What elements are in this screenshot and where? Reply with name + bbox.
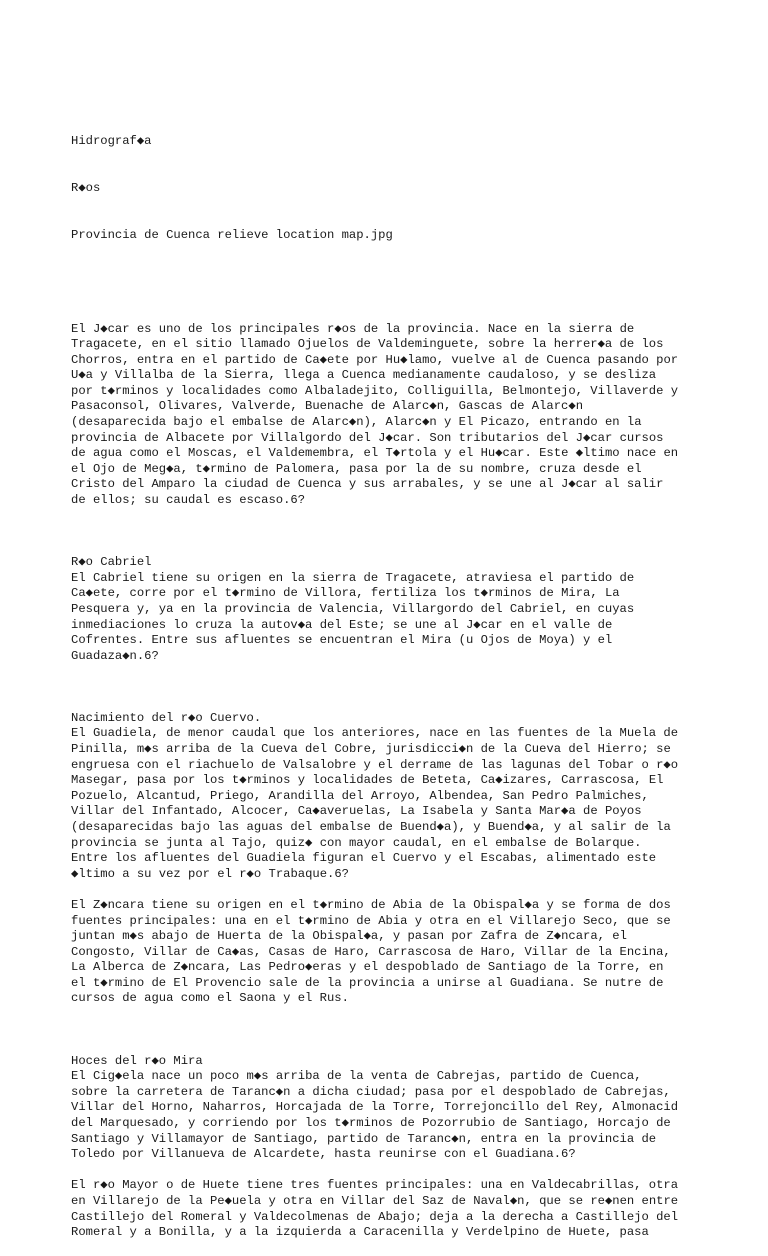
text-line: Santiago y Villamayor de Santiago, partido de Taranc◆n, entra en la provincia de <box>71 1131 657 1146</box>
paragraph-cabriel <box>71 555 711 664</box>
document-page <box>71 72 711 1256</box>
text-line: El Cig◆ela nace un poco m◆s arriba de la venta de Cabrejas, partido de Cuenca, <box>71 1069 642 1084</box>
text-line: Castillejo del Romeral y Valdecolmenas de Abajo; deja a la derecha a Castillejo del <box>71 1209 679 1224</box>
text-line: engruesa con el riachuelo de Valsalobre y el derrame de las lagunas del Tobar o r◆o <box>71 757 679 772</box>
text-line: El Guadiela, de menor caudal que los anteriores, nace en las fuentes de la Muela de <box>71 726 679 741</box>
image-caption: Provincia de Cuenca relieve location map.jpg <box>71 227 393 242</box>
text-line: Toledo por Villanueva de Alcardete, hasta reunirse con el Guadiana.6? <box>71 1147 576 1162</box>
text-line: U◆a y Villalba de la Sierra, llega a Cuenca medianamente caudaloso, y se desliza <box>71 368 657 383</box>
text-line: sobre la carretera de Taranc◆n a dicha ciudad; pasa por el despoblado de Cabrejas, <box>71 1084 671 1099</box>
section-subtitle: R◆os <box>71 181 101 196</box>
text-line: Villar del Infantado, Alcocer, Ca◆averuelas, La Isabela y Santa Mar◆a de Poyos <box>71 804 642 819</box>
text-line: Nacimiento del r◆o Cuervo. <box>71 710 262 725</box>
text-line: Chorros, entra en el partido de Ca◆ete por Hu◆lamo, vuelve al de Cuenca pasando por <box>71 352 679 367</box>
text-line: ◆ltimo a su vez por el r◆o Trabaque.6? <box>71 866 349 881</box>
text-line: Pozuelo, Alcantud, Priego, Arandilla del Arroyo, Albendea, San Pedro Palmiches, <box>71 788 649 803</box>
paragraph-guadiela <box>71 711 711 883</box>
section-title: Hidrograf◆a <box>71 134 152 149</box>
text-line: por t◆rminos y localidades como Albaladejito, Colliguilla, Belmontejo, Villaverde y <box>71 383 679 398</box>
text-line: el t◆rmino de El Provencio sale de la provincia a unirse al Guadiana. Se nutre de <box>71 975 664 990</box>
text-line: Tragacete, en el sitio llamado Ojuelos de Valdeminguete, sobre la herrer◆a de los <box>71 337 664 352</box>
text-line: El J◆car es uno de los principales r◆os de la provincia. Nace en la sierra de <box>71 321 635 336</box>
text-line: provincia de Albacete por Villalgordo del J◆car. Son tributarios del J◆car cursos <box>71 430 664 445</box>
paragraph-jucar <box>71 322 711 509</box>
text-line: juntan m◆s abajo de Huerta de la Obispal◆a, y pasan por Zafra de Z◆ncara, el <box>71 929 627 944</box>
text-line: Congosto, Villar de Ca◆as, Casas de Haro, Carrascosa de Haro, Villar de la Encina, <box>71 944 671 959</box>
text-line: en Villarejo de la Pe◆uela y otra en Villar del Saz de Naval◆n, que se re◆nen entre <box>71 1193 679 1208</box>
text-line: Guadaza◆n.6? <box>71 648 159 663</box>
text-line: Romeral y a Bonilla, y a la izquierda a Caracenilla y Verdelpino de Huete, pasa <box>71 1225 649 1240</box>
text-line: inmediaciones lo cruza la autov◆a del Este; se une al J◆car en el valle de <box>71 617 613 632</box>
text-line: (desaparecidas bajo las aguas del embalse de Buend◆a), y Buend◆a, y al salir de la <box>71 819 671 834</box>
paragraph-zancara <box>71 898 711 1007</box>
text-line: El r◆o Mayor o de Huete tiene tres fuentes principales: una en Valdecabrillas, otra <box>71 1178 679 1193</box>
text-line: (desaparecida bajo el embalse de Alarc◆n), Alarc◆n y El Picazo, entrando en la <box>71 415 642 430</box>
paragraph-spacer <box>71 1007 711 1054</box>
text-line: El Z◆ncara tiene su origen en el t◆rmino de Abia de la Obispal◆a y se forma de dos <box>71 897 671 912</box>
text-line: fuentes principales: una en el t◆rmino de Abia y otra en el Villarejo Seco, que se <box>71 913 671 928</box>
document-body <box>71 322 711 1241</box>
text-line: Cristo del Amparo la ciudad de Cuenca y sus arrabales, y se une al J◆car al salir <box>71 477 664 492</box>
paragraph-spacer <box>71 664 711 711</box>
text-line: Masegar, pasa por los t◆rminos y localidades de Beteta, Ca◆izares, Carrascosa, El <box>71 773 664 788</box>
text-line: de ellos; su caudal es escaso.6? <box>71 493 306 508</box>
text-line: el Ojo de Meg◆a, t◆rmino de Palomera, pasa por la de su nombre, cruza desde el <box>71 461 642 476</box>
text-line: del Marquesado, y corriendo por los t◆rminos de Pozorrubio de Santiago, Horcajo de <box>71 1115 671 1130</box>
text-line: de agua como el Moscas, el Valdemembra, el T◆rtola y el Hu◆car. Este ◆ltimo nace en <box>71 446 679 461</box>
paragraph-cigueela <box>71 1054 711 1163</box>
text-line: Pinilla, m◆s arriba de la Cueva del Cobre, jurisdicci◆n de la Cueva del Hierro; se <box>71 741 671 756</box>
paragraph-spacer <box>71 882 711 898</box>
text-line: cursos de agua como el Saona y el Rus. <box>71 991 349 1006</box>
text-line: Hoces del r◆o Mira <box>71 1053 203 1068</box>
text-line: Pesquera y, ya en la provincia de Valencia, Villargordo del Cabriel, en cuyas <box>71 601 635 616</box>
text-line: Entre los afluentes del Guadiela figuran el Cuervo y el Escabas, alimentado este <box>71 851 657 866</box>
paragraph-spacer <box>71 509 711 556</box>
text-line: Cofrentes. Entre sus afluentes se encuentran el Mira (u Ojos de Moya) y el <box>71 633 613 648</box>
document-header <box>71 103 711 275</box>
text-line: Ca◆ete, corre por el t◆rmino de Villora, fertiliza los t◆rminos de Mira, La <box>71 586 620 601</box>
text-line: La Alberca de Z◆ncara, Las Pedro◆eras y el despoblado de Santiago de la Torre, en <box>71 960 664 975</box>
text-line: R◆o Cabriel <box>71 555 152 570</box>
paragraph-rio-mayor <box>71 1178 711 1240</box>
text-line: Pasaconsol, Olivares, Valverde, Buenache de Alarc◆n, Gascas de Alarc◆n <box>71 399 584 414</box>
text-line: Villar del Horno, Naharros, Horcajada de la Torre, Torrejoncillo del Rey, Almonacid <box>71 1100 679 1115</box>
text-line: El Cabriel tiene su origen en la sierra de Tragacete, atraviesa el partido de <box>71 570 635 585</box>
paragraph-spacer <box>71 1163 711 1179</box>
text-line: provincia se junta al Tajo, quiz◆ con mayor caudal, en el embalse de Bolarque. <box>71 835 642 850</box>
